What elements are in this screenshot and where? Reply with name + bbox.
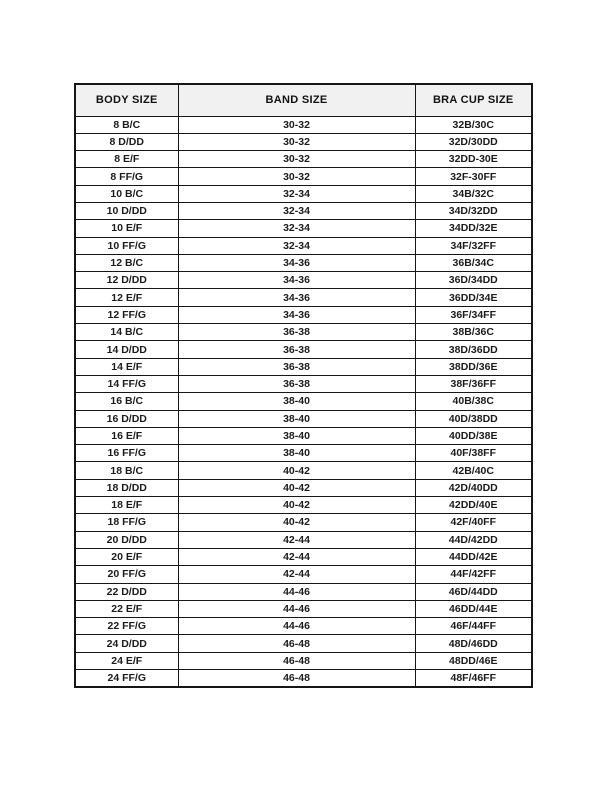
table-row — [75, 324, 532, 341]
cup-size-cell: 44DD/42E — [415, 548, 532, 565]
body-size-cell: 8 B/C — [75, 116, 178, 133]
band-size-cell: 30-32 — [178, 168, 415, 185]
table-row — [75, 479, 532, 496]
size-chart-body — [75, 116, 532, 687]
cup-size-cell: 42F/40FF — [415, 514, 532, 531]
body-size-cell: 16 D/DD — [75, 410, 178, 427]
body-size-cell: 16 FF/G — [75, 445, 178, 462]
table-row — [75, 220, 532, 237]
body-size-cell: 12 D/DD — [75, 272, 178, 289]
body-size-cell: 10 D/DD — [75, 202, 178, 219]
cup-size-cell: 36D/34DD — [415, 272, 532, 289]
body-size-cell: 16 B/C — [75, 393, 178, 410]
table-row — [75, 375, 532, 392]
table-row — [75, 202, 532, 219]
band-size-cell: 46-48 — [178, 635, 415, 652]
band-size-cell: 30-32 — [178, 151, 415, 168]
body-size-cell: 18 E/F — [75, 497, 178, 514]
table-row — [75, 116, 532, 133]
band-size-cell: 32-34 — [178, 220, 415, 237]
table-row — [75, 670, 532, 687]
body-size-cell: 10 E/F — [75, 220, 178, 237]
body-size-cell: 8 D/DD — [75, 133, 178, 150]
cup-size-cell: 46F/44FF — [415, 618, 532, 635]
cup-size-cell: 36F/34FF — [415, 306, 532, 323]
cup-size-cell: 40D/38DD — [415, 410, 532, 427]
band-size-cell: 44-46 — [178, 600, 415, 617]
header-body-size: BODY SIZE — [75, 84, 178, 116]
body-size-cell: 24 E/F — [75, 652, 178, 669]
cup-size-cell: 34F/32FF — [415, 237, 532, 254]
table-row — [75, 133, 532, 150]
cup-size-cell: 38DD/36E — [415, 358, 532, 375]
band-size-cell: 40-42 — [178, 514, 415, 531]
table-row — [75, 548, 532, 565]
body-size-cell: 18 D/DD — [75, 479, 178, 496]
cup-size-cell: 38B/36C — [415, 324, 532, 341]
body-size-cell: 14 E/F — [75, 358, 178, 375]
body-size-cell: 16 E/F — [75, 427, 178, 444]
cup-size-cell: 32D/30DD — [415, 133, 532, 150]
band-size-cell: 42-44 — [178, 531, 415, 548]
cup-size-cell: 42D/40DD — [415, 479, 532, 496]
cup-size-cell: 32DD-30E — [415, 151, 532, 168]
cup-size-cell: 44F/42FF — [415, 566, 532, 583]
band-size-cell: 40-42 — [178, 479, 415, 496]
body-size-cell: 22 E/F — [75, 600, 178, 617]
body-size-cell: 10 FF/G — [75, 237, 178, 254]
table-row — [75, 289, 532, 306]
cup-size-cell: 34DD/32E — [415, 220, 532, 237]
band-size-cell: 38-40 — [178, 427, 415, 444]
table-row — [75, 618, 532, 635]
band-size-cell: 34-36 — [178, 289, 415, 306]
cup-size-cell: 40F/38FF — [415, 445, 532, 462]
body-size-cell: 24 FF/G — [75, 670, 178, 687]
band-size-cell: 30-32 — [178, 133, 415, 150]
table-row — [75, 462, 532, 479]
cup-size-cell: 40B/38C — [415, 393, 532, 410]
body-size-cell: 20 D/DD — [75, 531, 178, 548]
cup-size-cell: 34B/32C — [415, 185, 532, 202]
band-size-cell: 32-34 — [178, 237, 415, 254]
band-size-cell: 32-34 — [178, 185, 415, 202]
table-row — [75, 393, 532, 410]
band-size-cell: 42-44 — [178, 548, 415, 565]
cup-size-cell: 48F/46FF — [415, 670, 532, 687]
cup-size-cell: 42B/40C — [415, 462, 532, 479]
size-chart-table — [74, 83, 533, 688]
body-size-cell: 20 FF/G — [75, 566, 178, 583]
cup-size-cell: 40DD/38E — [415, 427, 532, 444]
table-row — [75, 306, 532, 323]
table-row — [75, 151, 532, 168]
cup-size-cell: 48DD/46E — [415, 652, 532, 669]
body-size-cell: 22 D/DD — [75, 583, 178, 600]
body-size-cell: 14 FF/G — [75, 375, 178, 392]
cup-size-cell: 32F-30FF — [415, 168, 532, 185]
cup-size-cell: 38D/36DD — [415, 341, 532, 358]
band-size-cell: 42-44 — [178, 566, 415, 583]
cup-size-cell: 36B/34C — [415, 254, 532, 271]
table-row — [75, 583, 532, 600]
table-row — [75, 497, 532, 514]
body-size-cell: 12 E/F — [75, 289, 178, 306]
table-row — [75, 445, 532, 462]
table-row — [75, 652, 532, 669]
band-size-cell: 40-42 — [178, 462, 415, 479]
cup-size-cell: 36DD/34E — [415, 289, 532, 306]
body-size-cell: 18 B/C — [75, 462, 178, 479]
cup-size-cell: 42DD/40E — [415, 497, 532, 514]
band-size-cell: 34-36 — [178, 254, 415, 271]
body-size-cell: 8 FF/G — [75, 168, 178, 185]
cup-size-cell: 46D/44DD — [415, 583, 532, 600]
body-size-cell: 8 E/F — [75, 151, 178, 168]
band-size-cell: 38-40 — [178, 410, 415, 427]
table-row — [75, 168, 532, 185]
table-row — [75, 427, 532, 444]
body-size-cell: 14 D/DD — [75, 341, 178, 358]
band-size-cell: 30-32 — [178, 116, 415, 133]
body-size-cell: 12 B/C — [75, 254, 178, 271]
cup-size-cell: 32B/30C — [415, 116, 532, 133]
body-size-cell: 18 FF/G — [75, 514, 178, 531]
band-size-cell: 40-42 — [178, 497, 415, 514]
table-row — [75, 531, 532, 548]
header-row — [75, 84, 532, 116]
band-size-cell: 38-40 — [178, 393, 415, 410]
band-size-cell: 32-34 — [178, 202, 415, 219]
table-row — [75, 358, 532, 375]
body-size-cell: 12 FF/G — [75, 306, 178, 323]
body-size-cell: 10 B/C — [75, 185, 178, 202]
cup-size-cell: 44D/42DD — [415, 531, 532, 548]
band-size-cell: 46-48 — [178, 652, 415, 669]
table-row — [75, 600, 532, 617]
table-row — [75, 635, 532, 652]
band-size-cell: 44-46 — [178, 618, 415, 635]
band-size-cell: 34-36 — [178, 306, 415, 323]
band-size-cell: 38-40 — [178, 445, 415, 462]
header-bra-cup-size: BRA CUP SIZE — [415, 84, 532, 116]
table-row — [75, 254, 532, 271]
body-size-cell: 24 D/DD — [75, 635, 178, 652]
band-size-cell: 36-38 — [178, 375, 415, 392]
band-size-cell: 36-38 — [178, 324, 415, 341]
table-row — [75, 272, 532, 289]
table-row — [75, 514, 532, 531]
cup-size-cell: 38F/36FF — [415, 375, 532, 392]
band-size-cell: 34-36 — [178, 272, 415, 289]
body-size-cell: 22 FF/G — [75, 618, 178, 635]
cup-size-cell: 48D/46DD — [415, 635, 532, 652]
table-row — [75, 566, 532, 583]
table-row — [75, 185, 532, 202]
band-size-cell: 36-38 — [178, 341, 415, 358]
table-row — [75, 341, 532, 358]
band-size-cell: 46-48 — [178, 670, 415, 687]
body-size-cell: 14 B/C — [75, 324, 178, 341]
header-band-size: BAND SIZE — [178, 84, 415, 116]
band-size-cell: 44-46 — [178, 583, 415, 600]
table-row — [75, 237, 532, 254]
cup-size-cell: 46DD/44E — [415, 600, 532, 617]
band-size-cell: 36-38 — [178, 358, 415, 375]
body-size-cell: 20 E/F — [75, 548, 178, 565]
table-row — [75, 410, 532, 427]
cup-size-cell: 34D/32DD — [415, 202, 532, 219]
